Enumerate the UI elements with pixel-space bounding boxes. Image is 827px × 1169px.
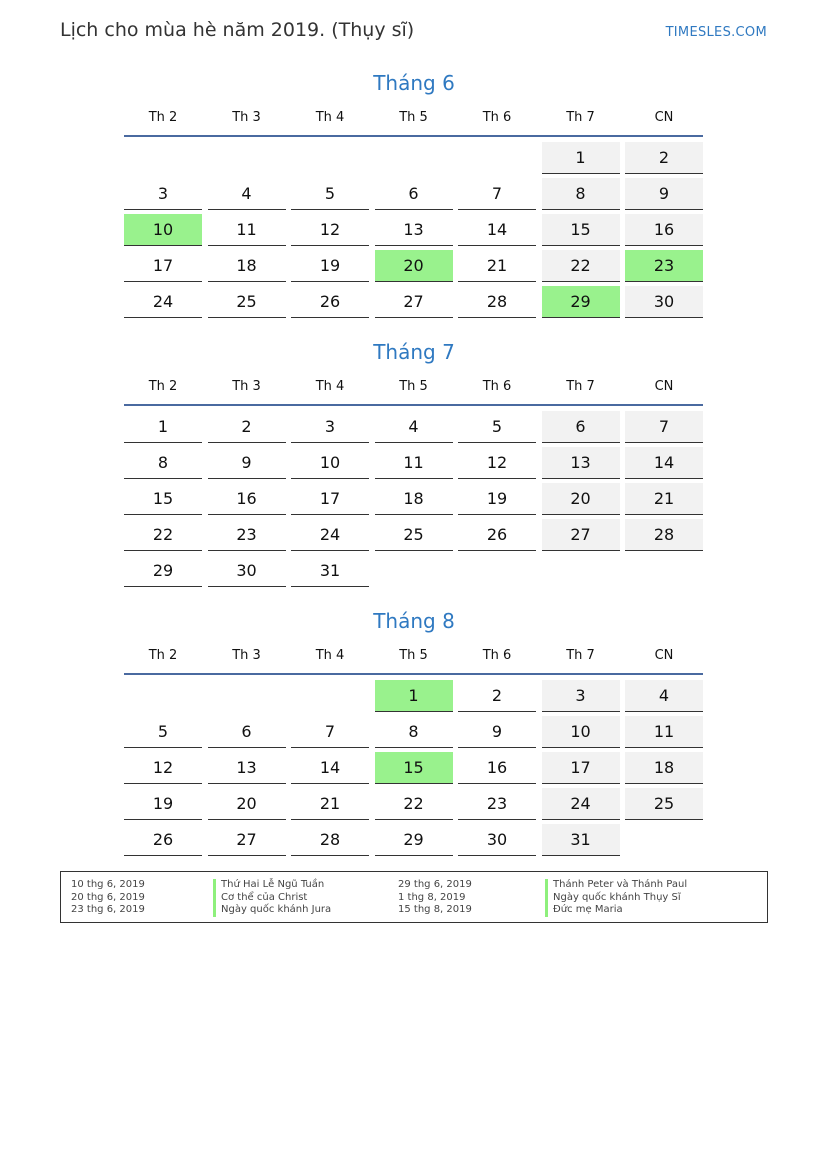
day-cell: 31 bbox=[542, 824, 620, 856]
weekday-label: Th 3 bbox=[232, 379, 261, 394]
day-cell: 15 bbox=[542, 214, 620, 246]
day-cell: 20 bbox=[375, 250, 453, 282]
day-cell: 19 bbox=[458, 483, 536, 515]
day-cell: 28 bbox=[291, 824, 369, 856]
empty-cell bbox=[291, 142, 369, 174]
weekday-label: Th 3 bbox=[232, 648, 261, 663]
day-cell: 1 bbox=[375, 680, 453, 712]
header-divider bbox=[124, 404, 703, 406]
day-cell: 2 bbox=[208, 411, 286, 443]
legend-date: 20 thg 6, 2019 bbox=[71, 891, 145, 903]
weekday-label: Th 7 bbox=[566, 648, 595, 663]
weekday-label: CN bbox=[654, 648, 674, 663]
weekday-label: Th 4 bbox=[315, 648, 345, 663]
month-title: Tháng 8 bbox=[373, 609, 455, 633]
day-cell: 22 bbox=[542, 250, 620, 282]
empty-cell bbox=[375, 142, 453, 174]
day-cell: 26 bbox=[291, 286, 369, 318]
weekday-header-row bbox=[124, 107, 704, 129]
day-cell: 2 bbox=[625, 142, 703, 174]
day-cell: 9 bbox=[625, 178, 703, 210]
day-cell: 21 bbox=[291, 788, 369, 820]
day-cell: 20 bbox=[208, 788, 286, 820]
day-cell: 6 bbox=[542, 411, 620, 443]
legend-holiday-name: Thánh Peter và Thánh Paul bbox=[545, 879, 687, 892]
day-cell: 29 bbox=[542, 286, 620, 318]
days-grid bbox=[124, 411, 704, 587]
day-cell: 11 bbox=[375, 447, 453, 479]
day-cell: 11 bbox=[625, 716, 703, 748]
weekday-label: Th 5 bbox=[399, 648, 428, 663]
day-cell: 8 bbox=[375, 716, 453, 748]
day-cell: 4 bbox=[625, 680, 703, 712]
day-cell: 25 bbox=[625, 788, 703, 820]
day-cell: 7 bbox=[458, 178, 536, 210]
day-cell: 22 bbox=[375, 788, 453, 820]
day-cell: 4 bbox=[208, 178, 286, 210]
month-title: Tháng 6 bbox=[373, 71, 455, 95]
day-cell: 19 bbox=[124, 788, 202, 820]
day-cell: 21 bbox=[458, 250, 536, 282]
day-cell: 23 bbox=[458, 788, 536, 820]
day-cell: 24 bbox=[291, 519, 369, 551]
weekday-label: Th 2 bbox=[148, 648, 178, 663]
day-cell: 24 bbox=[124, 286, 202, 318]
weekday-header-row bbox=[124, 645, 704, 667]
weekday-label: Th 6 bbox=[482, 379, 512, 394]
day-cell: 8 bbox=[124, 447, 202, 479]
day-cell: 29 bbox=[124, 555, 202, 587]
day-cell: 30 bbox=[458, 824, 536, 856]
legend-holiday-name: Cơ thể của Christ bbox=[213, 892, 331, 905]
day-cell: 21 bbox=[625, 483, 703, 515]
day-cell: 13 bbox=[208, 752, 286, 784]
day-cell: 7 bbox=[291, 716, 369, 748]
empty-cell bbox=[291, 680, 369, 712]
weekday-label: Th 4 bbox=[315, 110, 345, 125]
legend-names-left bbox=[213, 879, 331, 917]
month-block bbox=[124, 69, 704, 318]
day-cell: 6 bbox=[208, 716, 286, 748]
day-cell: 22 bbox=[124, 519, 202, 551]
day-cell: 10 bbox=[542, 716, 620, 748]
day-cell: 28 bbox=[625, 519, 703, 551]
day-cell: 9 bbox=[208, 447, 286, 479]
day-cell: 4 bbox=[375, 411, 453, 443]
day-cell: 26 bbox=[124, 824, 202, 856]
weekday-header-row bbox=[124, 376, 704, 398]
day-cell: 13 bbox=[375, 214, 453, 246]
legend-holiday-name: Ngày quốc khánh Thụy Sĩ bbox=[545, 892, 687, 905]
day-cell: 30 bbox=[208, 555, 286, 587]
day-cell: 16 bbox=[208, 483, 286, 515]
weekday-label: Th 4 bbox=[315, 379, 345, 394]
day-cell: 23 bbox=[208, 519, 286, 551]
day-cell: 5 bbox=[291, 178, 369, 210]
days-grid bbox=[124, 142, 704, 318]
weekday-label: Th 5 bbox=[399, 110, 428, 125]
legend-date: 10 thg 6, 2019 bbox=[71, 879, 145, 890]
day-cell: 3 bbox=[291, 411, 369, 443]
day-cell: 10 bbox=[291, 447, 369, 479]
day-cell: 6 bbox=[375, 178, 453, 210]
day-cell: 23 bbox=[625, 250, 703, 282]
day-cell: 13 bbox=[542, 447, 620, 479]
day-cell: 2 bbox=[458, 680, 536, 712]
weekday-label: Th 2 bbox=[148, 379, 178, 394]
day-cell: 27 bbox=[375, 286, 453, 318]
day-cell: 29 bbox=[375, 824, 453, 856]
day-cell: 18 bbox=[208, 250, 286, 282]
day-cell: 27 bbox=[208, 824, 286, 856]
day-cell: 12 bbox=[458, 447, 536, 479]
day-cell: 30 bbox=[625, 286, 703, 318]
day-cell: 19 bbox=[291, 250, 369, 282]
weekday-label: Th 5 bbox=[399, 379, 428, 394]
day-cell: 27 bbox=[542, 519, 620, 551]
day-cell: 14 bbox=[291, 752, 369, 784]
day-cell: 15 bbox=[124, 483, 202, 515]
weekday-label: Th 2 bbox=[148, 110, 178, 125]
day-cell: 9 bbox=[458, 716, 536, 748]
page-title: Lịch cho mùa hè năm 2019. (Thụy sĩ) bbox=[60, 19, 415, 41]
day-cell: 3 bbox=[124, 178, 202, 210]
day-cell: 18 bbox=[625, 752, 703, 784]
day-cell: 28 bbox=[458, 286, 536, 318]
day-cell: 14 bbox=[458, 214, 536, 246]
empty-cell bbox=[124, 142, 202, 174]
legend-date: 29 thg 6, 2019 bbox=[398, 879, 472, 890]
day-cell: 31 bbox=[291, 555, 369, 587]
day-cell: 7 bbox=[625, 411, 703, 443]
legend-date: 1 thg 8, 2019 bbox=[398, 891, 466, 903]
day-cell: 24 bbox=[542, 788, 620, 820]
header-divider bbox=[124, 135, 703, 137]
day-cell: 1 bbox=[124, 411, 202, 443]
day-cell: 14 bbox=[625, 447, 703, 479]
day-cell: 12 bbox=[124, 752, 202, 784]
day-cell: 25 bbox=[208, 286, 286, 318]
day-cell: 1 bbox=[542, 142, 620, 174]
empty-cell bbox=[208, 142, 286, 174]
day-cell: 10 bbox=[124, 214, 202, 246]
day-cell: 8 bbox=[542, 178, 620, 210]
weekday-label: CN bbox=[654, 379, 674, 394]
month-title: Tháng 7 bbox=[373, 340, 455, 364]
legend-holiday-name: Đức mẹ Maria bbox=[545, 904, 687, 917]
holiday-legend bbox=[60, 871, 768, 923]
day-cell: 5 bbox=[124, 716, 202, 748]
empty-cell bbox=[124, 680, 202, 712]
month-block bbox=[124, 607, 704, 856]
day-cell: 15 bbox=[375, 752, 453, 784]
day-cell: 16 bbox=[625, 214, 703, 246]
day-cell: 16 bbox=[458, 752, 536, 784]
legend-holiday-name: Ngày quốc khánh Jura bbox=[213, 904, 331, 917]
site-link[interactable]: TIMESLES.COM bbox=[665, 25, 767, 40]
header-divider bbox=[124, 673, 703, 675]
legend-date: 23 thg 6, 2019 bbox=[71, 904, 145, 915]
day-cell: 26 bbox=[458, 519, 536, 551]
weekday-label: Th 7 bbox=[566, 379, 595, 394]
day-cell: 17 bbox=[291, 483, 369, 515]
legend-date: 15 thg 8, 2019 bbox=[398, 904, 472, 915]
weekday-label: Th 7 bbox=[566, 110, 595, 125]
weekday-label: Th 6 bbox=[482, 648, 512, 663]
day-cell: 20 bbox=[542, 483, 620, 515]
legend-dates-right bbox=[398, 879, 472, 917]
weekday-label: Th 3 bbox=[232, 110, 261, 125]
weekday-label: CN bbox=[654, 110, 674, 125]
days-grid bbox=[124, 680, 704, 856]
legend-holiday-name: Thứ Hai Lễ Ngũ Tuần bbox=[213, 879, 331, 892]
month-block bbox=[124, 338, 704, 587]
day-cell: 18 bbox=[375, 483, 453, 515]
weekday-label: Th 6 bbox=[482, 110, 512, 125]
day-cell: 3 bbox=[542, 680, 620, 712]
day-cell: 17 bbox=[542, 752, 620, 784]
day-cell: 25 bbox=[375, 519, 453, 551]
empty-cell bbox=[208, 680, 286, 712]
legend-dates-left bbox=[71, 879, 145, 917]
day-cell: 5 bbox=[458, 411, 536, 443]
day-cell: 12 bbox=[291, 214, 369, 246]
day-cell: 11 bbox=[208, 214, 286, 246]
empty-cell bbox=[458, 142, 536, 174]
legend-names-right bbox=[545, 879, 687, 917]
day-cell: 17 bbox=[124, 250, 202, 282]
